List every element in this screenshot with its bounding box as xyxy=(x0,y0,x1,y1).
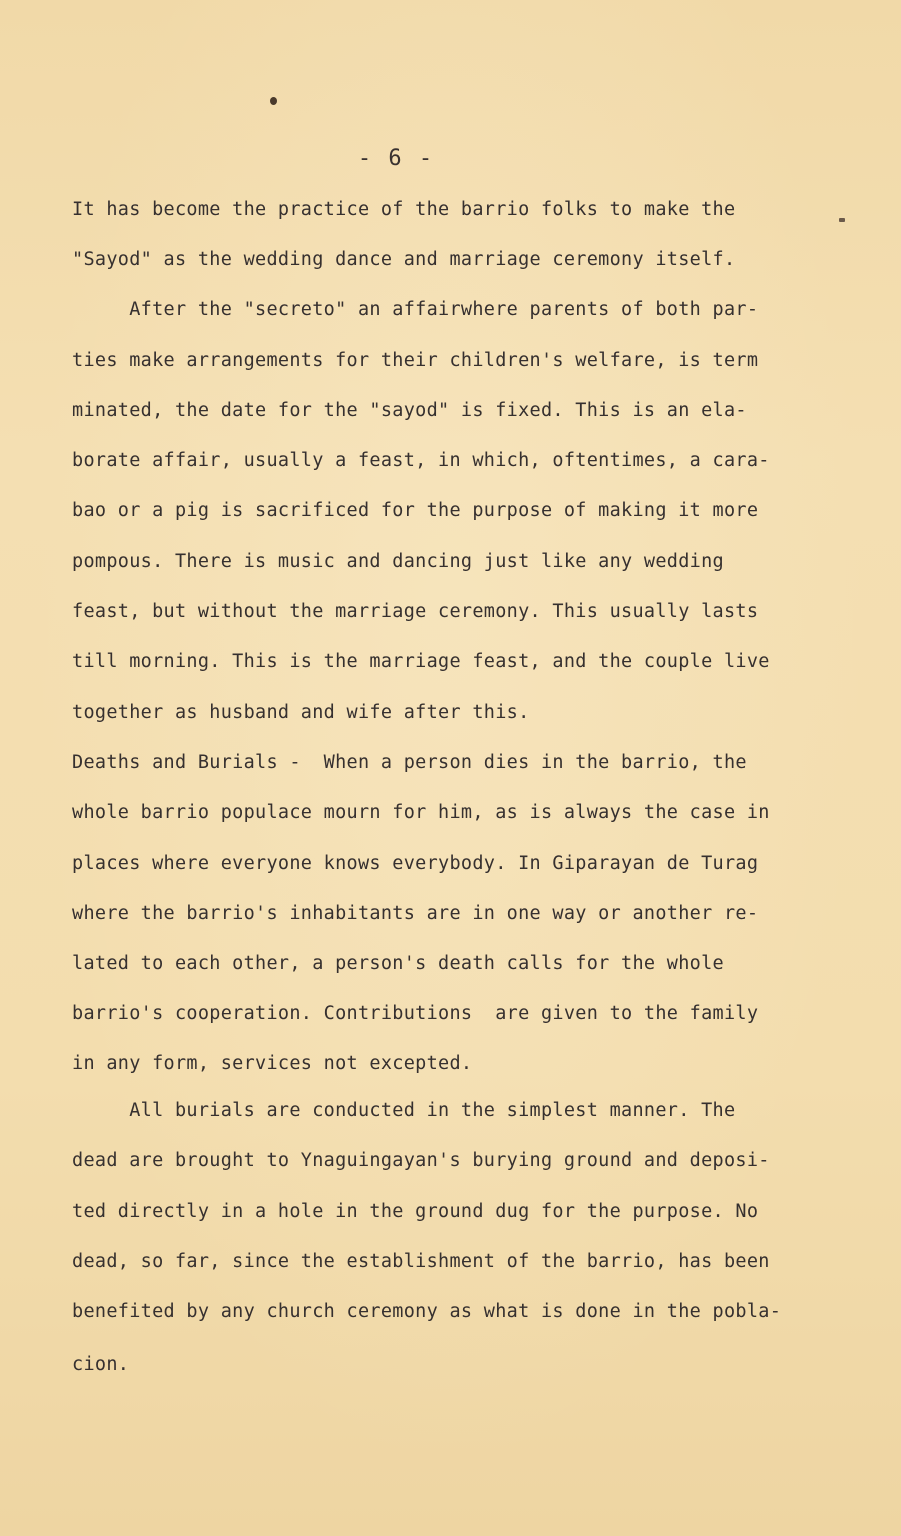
text-line: dead, so far, since the establishment of the barrio, has been xyxy=(72,1251,770,1272)
text-line: borate affair, usually a feast, in which, oftentimes, a cara- xyxy=(72,450,770,471)
text-line: dead are brought to Ynaguingayan's burying ground and deposi- xyxy=(72,1150,770,1171)
page-number: - 6 - xyxy=(357,146,435,171)
text-line: places where everyone knows everybody. In Giparayan de Turag xyxy=(72,853,759,874)
text-line: benefited by any church ceremony as what is done in the pobla- xyxy=(72,1301,782,1322)
text-line: in any form, services not excepted. xyxy=(72,1053,473,1074)
section-heading-line: Deaths and Burials - When a person dies in the barrio, the xyxy=(72,752,747,773)
text-line: "Sayod" as the wedding dance and marriage ceremony itself. xyxy=(72,249,736,270)
text-line: bao or a pig is sacrificed for the purpose of making it more xyxy=(72,500,759,521)
text-line: It has become the practice of the barrio folks to make the xyxy=(72,199,736,220)
text-line: minated, the date for the "sayod" is fixed. This is an ela- xyxy=(72,400,747,421)
text-line: ted directly in a hole in the ground dug for the purpose. No xyxy=(72,1201,759,1222)
text-line: feast, but without the marriage ceremony. This usually lasts xyxy=(72,601,759,622)
text-line: till morning. This is the marriage feast, and the couple live xyxy=(72,651,770,672)
text-line: together as husband and wife after this. xyxy=(72,702,530,723)
ink-speck xyxy=(270,97,277,105)
text-line: where the barrio's inhabitants are in one way or another re- xyxy=(72,903,759,924)
text-line: ties make arrangements for their children's welfare, is term xyxy=(72,350,759,371)
text-line: cion. xyxy=(72,1354,130,1375)
text-line: pompous. There is music and dancing just like any wedding xyxy=(72,551,724,572)
text-line: barrio's cooperation. Contributions are given to the family xyxy=(72,1003,759,1024)
text-line: After the "secreto" an affairwhere parents of both par- xyxy=(72,299,759,320)
text-line: lated to each other, a person's death calls for the whole xyxy=(72,953,724,974)
text-line: whole barrio populace mourn for him, as is always the case in xyxy=(72,802,770,823)
margin-mark xyxy=(839,218,845,222)
text-line: All burials are conducted in the simplest manner. The xyxy=(72,1100,736,1121)
